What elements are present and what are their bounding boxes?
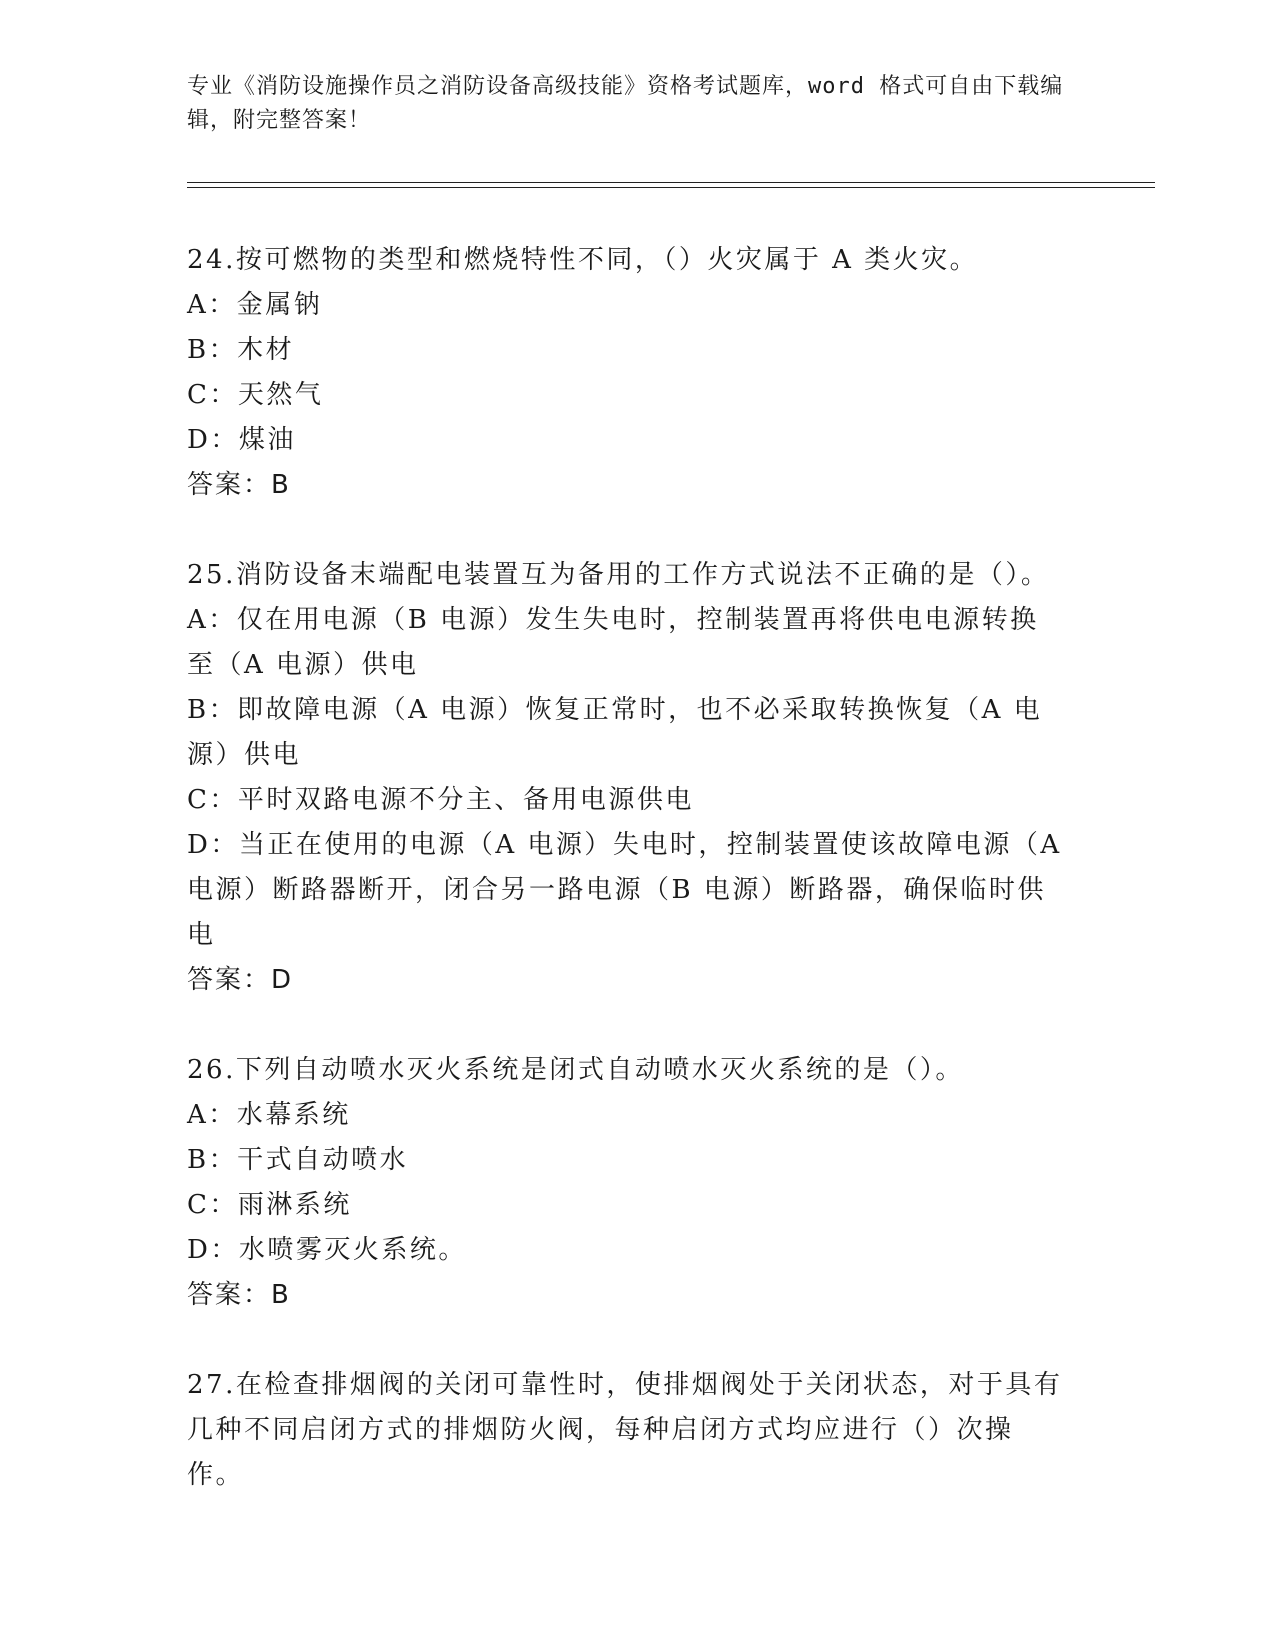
answer-option: B：干式自动喷水 bbox=[187, 1145, 409, 1175]
question-block bbox=[187, 553, 1155, 1003]
answer-option: C：平时双路电源不分主、备用电源供电 bbox=[187, 785, 694, 815]
question-text: 25.消防设备末端配电装置互为备用的工作方式说法不正确的是（）。 bbox=[187, 560, 1050, 590]
answer-option: D：当正在使用的电源（A 电源）失电时，控制装置使该故障电源（A 电源）断路器断开，闭合另一路电源（B 电源）断路器，确保临时供电 bbox=[187, 830, 1062, 950]
answer-value: D bbox=[271, 965, 292, 995]
question-text: 24.按可燃物的类型和燃烧特性不同，（）火灾属于 A 类火灾。 bbox=[187, 245, 979, 275]
answer-option: D：水喷雾灭火系统。 bbox=[187, 1235, 467, 1265]
question-block bbox=[187, 1048, 1155, 1318]
question-block bbox=[187, 238, 1155, 508]
answer-option: A：仅在用电源（B 电源）发生失电时，控制装置再将供电电源转换至（A 电源）供电 bbox=[187, 605, 1039, 680]
answer-option: A：金属钠 bbox=[187, 290, 323, 320]
answer-value: B bbox=[271, 470, 289, 500]
answer-option: C：雨淋系统 bbox=[187, 1190, 352, 1220]
answer-option: C：天然气 bbox=[187, 380, 324, 410]
answer-label: 答案： bbox=[187, 1280, 272, 1310]
answer-option: A：水幕系统 bbox=[187, 1100, 351, 1130]
answer-line bbox=[187, 1273, 1155, 1318]
question-text: 27.在检查排烟阀的关闭可靠性时，使排烟阀处于关闭状态，对于具有几种不同启闭方式的排烟防火阀，每种启闭方式均应进行（）次操作。 bbox=[187, 1370, 1063, 1490]
document-intro: 专业《消防设施操作员之消防设备高级技能》资格考试题库，word 格式可自由下载编辑，附完整答案！ bbox=[187, 74, 1064, 133]
answer-line bbox=[187, 958, 1155, 1003]
answer-value: B bbox=[271, 1280, 289, 1310]
question-list bbox=[187, 238, 1155, 1498]
question-text: 26.下列自动喷水灭火系统是闭式自动喷水灭火系统的是（）。 bbox=[187, 1055, 964, 1085]
header-divider bbox=[187, 182, 1155, 188]
answer-option: B：即故障电源（A 电源）恢复正常时，也不必采取转换恢复（A 电源）供电 bbox=[187, 695, 1043, 770]
question-block bbox=[187, 1363, 1155, 1498]
answer-label: 答案： bbox=[187, 965, 272, 995]
answer-label: 答案： bbox=[187, 470, 272, 500]
answer-option: D：煤油 bbox=[187, 425, 296, 455]
answer-option: B：木材 bbox=[187, 335, 295, 365]
document-page bbox=[187, 70, 1155, 1543]
answer-line bbox=[187, 463, 1155, 508]
